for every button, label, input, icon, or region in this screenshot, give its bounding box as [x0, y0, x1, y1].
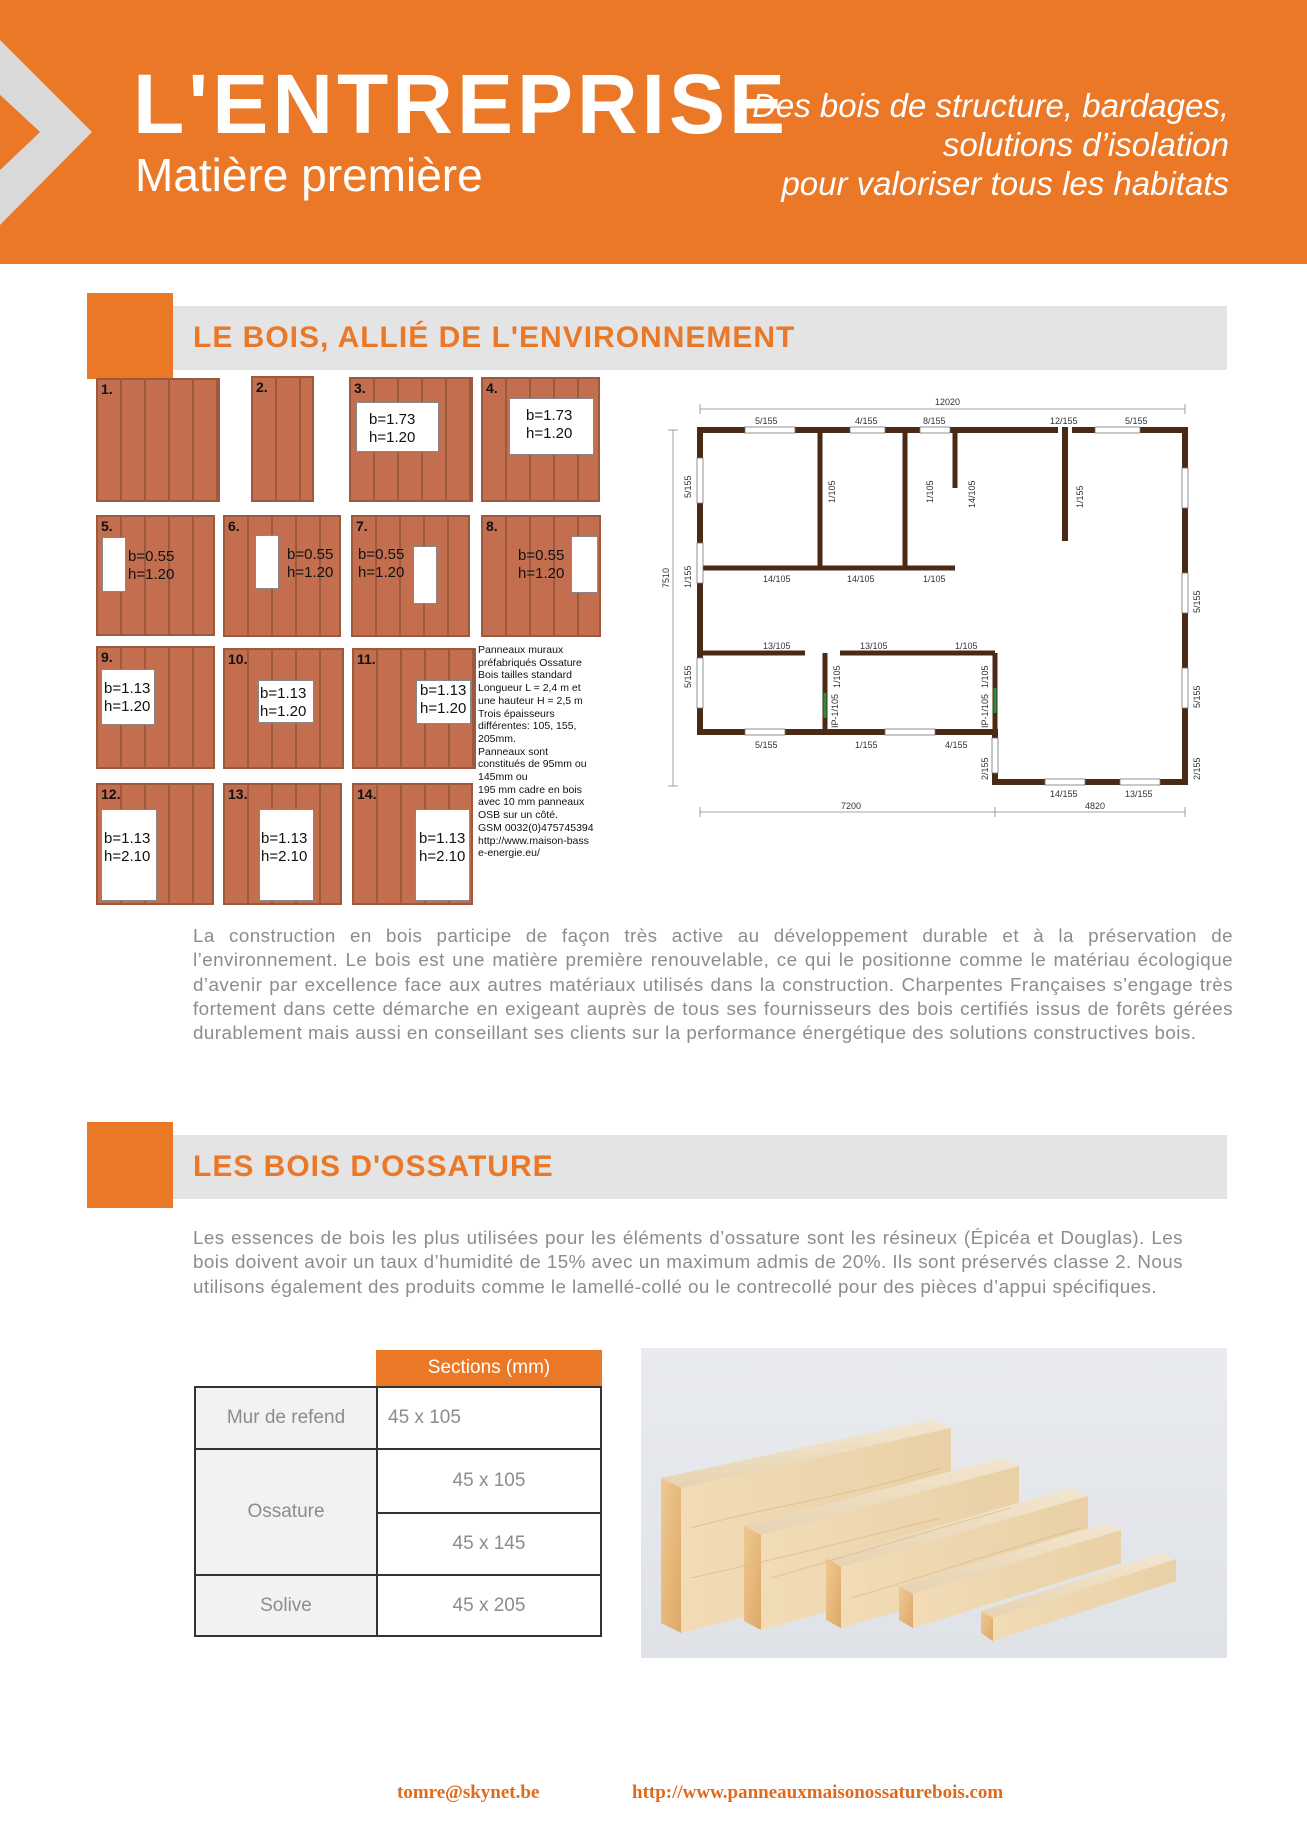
tagline-line: solutions d’isolation [942, 126, 1229, 163]
chevron-arrow-icon [0, 0, 100, 264]
section-paragraph: Les essences de bois les plus utilisées pour les éléments d’ossature sont les résineux (Épicéa et Douglas). Les bois doivent avoir un taux d’humidité de 15% avec un maximum admis de 20%. Ils sont préservés classe 2. Nous utilisons également des produits comme le lamellé-collé ou le contrecollé pour des pièces d’appui spécifiques. [193, 1227, 1183, 1297]
panel-number: 14. [357, 786, 377, 802]
section-title: LES BOIS D'OSSATURE [193, 1150, 554, 1183]
panel-number: 12. [101, 786, 121, 802]
wall-panel [96, 646, 215, 769]
panel-number: 8. [486, 518, 498, 534]
panel-number: 7. [356, 518, 368, 534]
footer-website-link[interactable]: http://www.panneauxmaisonossaturebois.com [632, 1782, 1004, 1803]
plan-label: 1/105 [925, 480, 935, 503]
plan-label: 5/155 [683, 665, 693, 688]
panel-number: 5. [101, 518, 113, 534]
plan-label: 2/155 [1192, 757, 1202, 780]
panel-dimensions: b=1.13 h=1.20 [420, 682, 467, 717]
section-title: LE BOIS, ALLIÉ DE L'ENVIRONNEMENT [193, 321, 796, 354]
section-marker [87, 1122, 173, 1208]
plan-label: 5/155 [1125, 416, 1148, 426]
panel-dimensions: b=1.13 h=1.20 [104, 680, 151, 715]
page-subtitle: Matière première [135, 149, 483, 201]
panel-number: 4. [486, 380, 498, 396]
plan-label: 1/155 [855, 740, 878, 750]
door-markers [825, 688, 995, 718]
plan-label: 1/105 [980, 665, 990, 688]
section-paragraph: La construction en bois participe de façon très active au développement durable et à la préservation de l’environnement. Le bois est une matière première renouvelable, ce qui le positionne comme le matériau écologique d’avenir par excellence face aux autres matériaux utilisés dans la construction. Charpentes Françaises s’engage très fortement dans cette démarche en exigeant auprès de tous ses fournisseurs des bois certifiés issus de forêts gérées durablement mais aussi en conseillant ses clients sur la performance énergétique des solutions constructives bois. [193, 925, 1233, 1044]
plan-label: 4/155 [945, 740, 968, 750]
wall-panel [223, 515, 341, 637]
wall-panel [349, 377, 473, 502]
plan-label: IP-1/105 [830, 693, 840, 728]
panel-dimensions: b=0.55 h=1.20 [518, 547, 565, 582]
plan-label: 13/105 [763, 641, 791, 651]
panel-number: 3. [354, 380, 366, 396]
wall-panel [481, 515, 601, 637]
dimension-label: 12020 [935, 397, 961, 407]
plan-label: 14/105 [847, 574, 875, 584]
wall-panel [352, 783, 473, 905]
plan-label: 13/155 [1125, 789, 1153, 799]
panel-dimensions: b=1.73 h=1.20 [369, 411, 416, 446]
plan-label: 1/105 [955, 641, 978, 651]
dimension-label: 7510 [661, 567, 671, 588]
plan-label: 5/155 [683, 475, 693, 498]
dimension-label: 4820 [1085, 801, 1106, 811]
panel-dimensions: b=1.13 h=1.20 [260, 685, 307, 720]
dimension-label: 7200 [841, 801, 862, 811]
plan-label: 5/155 [755, 740, 778, 750]
table-cell: 45 x 105 [376, 1386, 602, 1450]
dimension-lines [668, 404, 1185, 817]
page-title: L'ENTREPRISE [133, 57, 790, 151]
window-opening [102, 537, 126, 592]
table-row-label: Solive [194, 1574, 378, 1637]
wall-panel [223, 648, 344, 769]
plan-label: 5/155 [1192, 590, 1202, 613]
plan-label: 12/155 [1050, 416, 1078, 426]
plan-label: 5/155 [755, 416, 778, 426]
plan-label: 1/105 [923, 574, 946, 584]
plan-label: 1/105 [832, 665, 842, 688]
wall-panel [96, 515, 215, 636]
panel-number: 11. [357, 651, 376, 667]
wall-panel [223, 783, 342, 905]
plan-label: 1/155 [1075, 485, 1085, 508]
panel-dimensions: b=0.55 h=1.20 [287, 546, 334, 581]
table-header: Sections (mm) [376, 1350, 602, 1386]
panel-dimensions: b=1.13 h=2.10 [419, 830, 466, 865]
plan-label: 14/155 [1050, 789, 1078, 799]
wall-panel [352, 648, 476, 769]
window-opening [413, 546, 437, 604]
plan-label: 2/155 [980, 757, 990, 780]
table-cell: 45 x 205 [376, 1574, 602, 1637]
plan-label: 5/155 [1192, 685, 1202, 708]
plan-label: 14/105 [967, 480, 977, 508]
panel-description: Panneaux muraux préfabriqués Ossature Bois tailles standard Longueur L = 2,4 m et une hauteur H = 2,5 m Trois épaisseurs différentes: 105, 155, 205mm. Panneaux sont constitués de 95mm ou 145mm ou 195 mm cadre en bois avec 10 mm panneaux OSB sur un côté. GSM 0032(0)475745394 http://www.maison-bass e-energie.eu/ [478, 644, 594, 860]
panel-dimensions: b=1.13 h=2.10 [104, 830, 151, 865]
window-opening [571, 536, 598, 593]
table-cell: 45 x 105 [376, 1448, 602, 1514]
plan-label: 13/105 [860, 641, 888, 651]
floor-plan [655, 388, 1215, 818]
plan-label: 14/105 [763, 574, 791, 584]
header-tagline [752, 86, 1229, 203]
panel-number: 6. [228, 518, 240, 534]
plan-labels [683, 416, 1202, 799]
panel-number: 1. [101, 381, 113, 397]
table-cell: 45 x 145 [376, 1512, 602, 1576]
wall-panel [96, 378, 220, 502]
panel-number: 9. [101, 649, 113, 665]
tagline-line: Des bois de structure, bardages, [752, 87, 1229, 124]
panel-number: 2. [256, 379, 268, 395]
wall-panel [351, 515, 470, 637]
plan-label: 1/105 [827, 480, 837, 503]
panel-dimensions: b=1.73 h=1.20 [526, 407, 573, 442]
plan-label: 4/155 [855, 416, 878, 426]
page-header [0, 0, 1307, 264]
plan-label: 1/155 [683, 565, 693, 588]
tagline-line: pour valoriser tous les habitats [781, 165, 1229, 202]
section-marker [87, 293, 173, 379]
panel-dimensions: b=1.13 h=2.10 [261, 830, 308, 865]
plan-label: 8/155 [923, 416, 946, 426]
panel-number: 10. [228, 651, 248, 667]
wall-panel [251, 376, 314, 502]
panel-dimensions: b=0.55 h=1.20 [358, 546, 405, 581]
panel-number: 13. [228, 786, 248, 802]
plan-label: IP-1/105 [980, 693, 990, 728]
lumber-photo [641, 1348, 1227, 1658]
footer-email[interactable]: tomre@skynet.be [397, 1782, 540, 1803]
table-row-label: Mur de refend [194, 1386, 378, 1450]
panel-dimensions: b=0.55 h=1.20 [128, 548, 175, 583]
lumber-illustration [641, 1348, 1227, 1658]
wall-panel [481, 377, 600, 502]
window-opening [255, 535, 279, 589]
table-row-label: Ossature [194, 1448, 378, 1576]
wall-panel [96, 783, 214, 905]
